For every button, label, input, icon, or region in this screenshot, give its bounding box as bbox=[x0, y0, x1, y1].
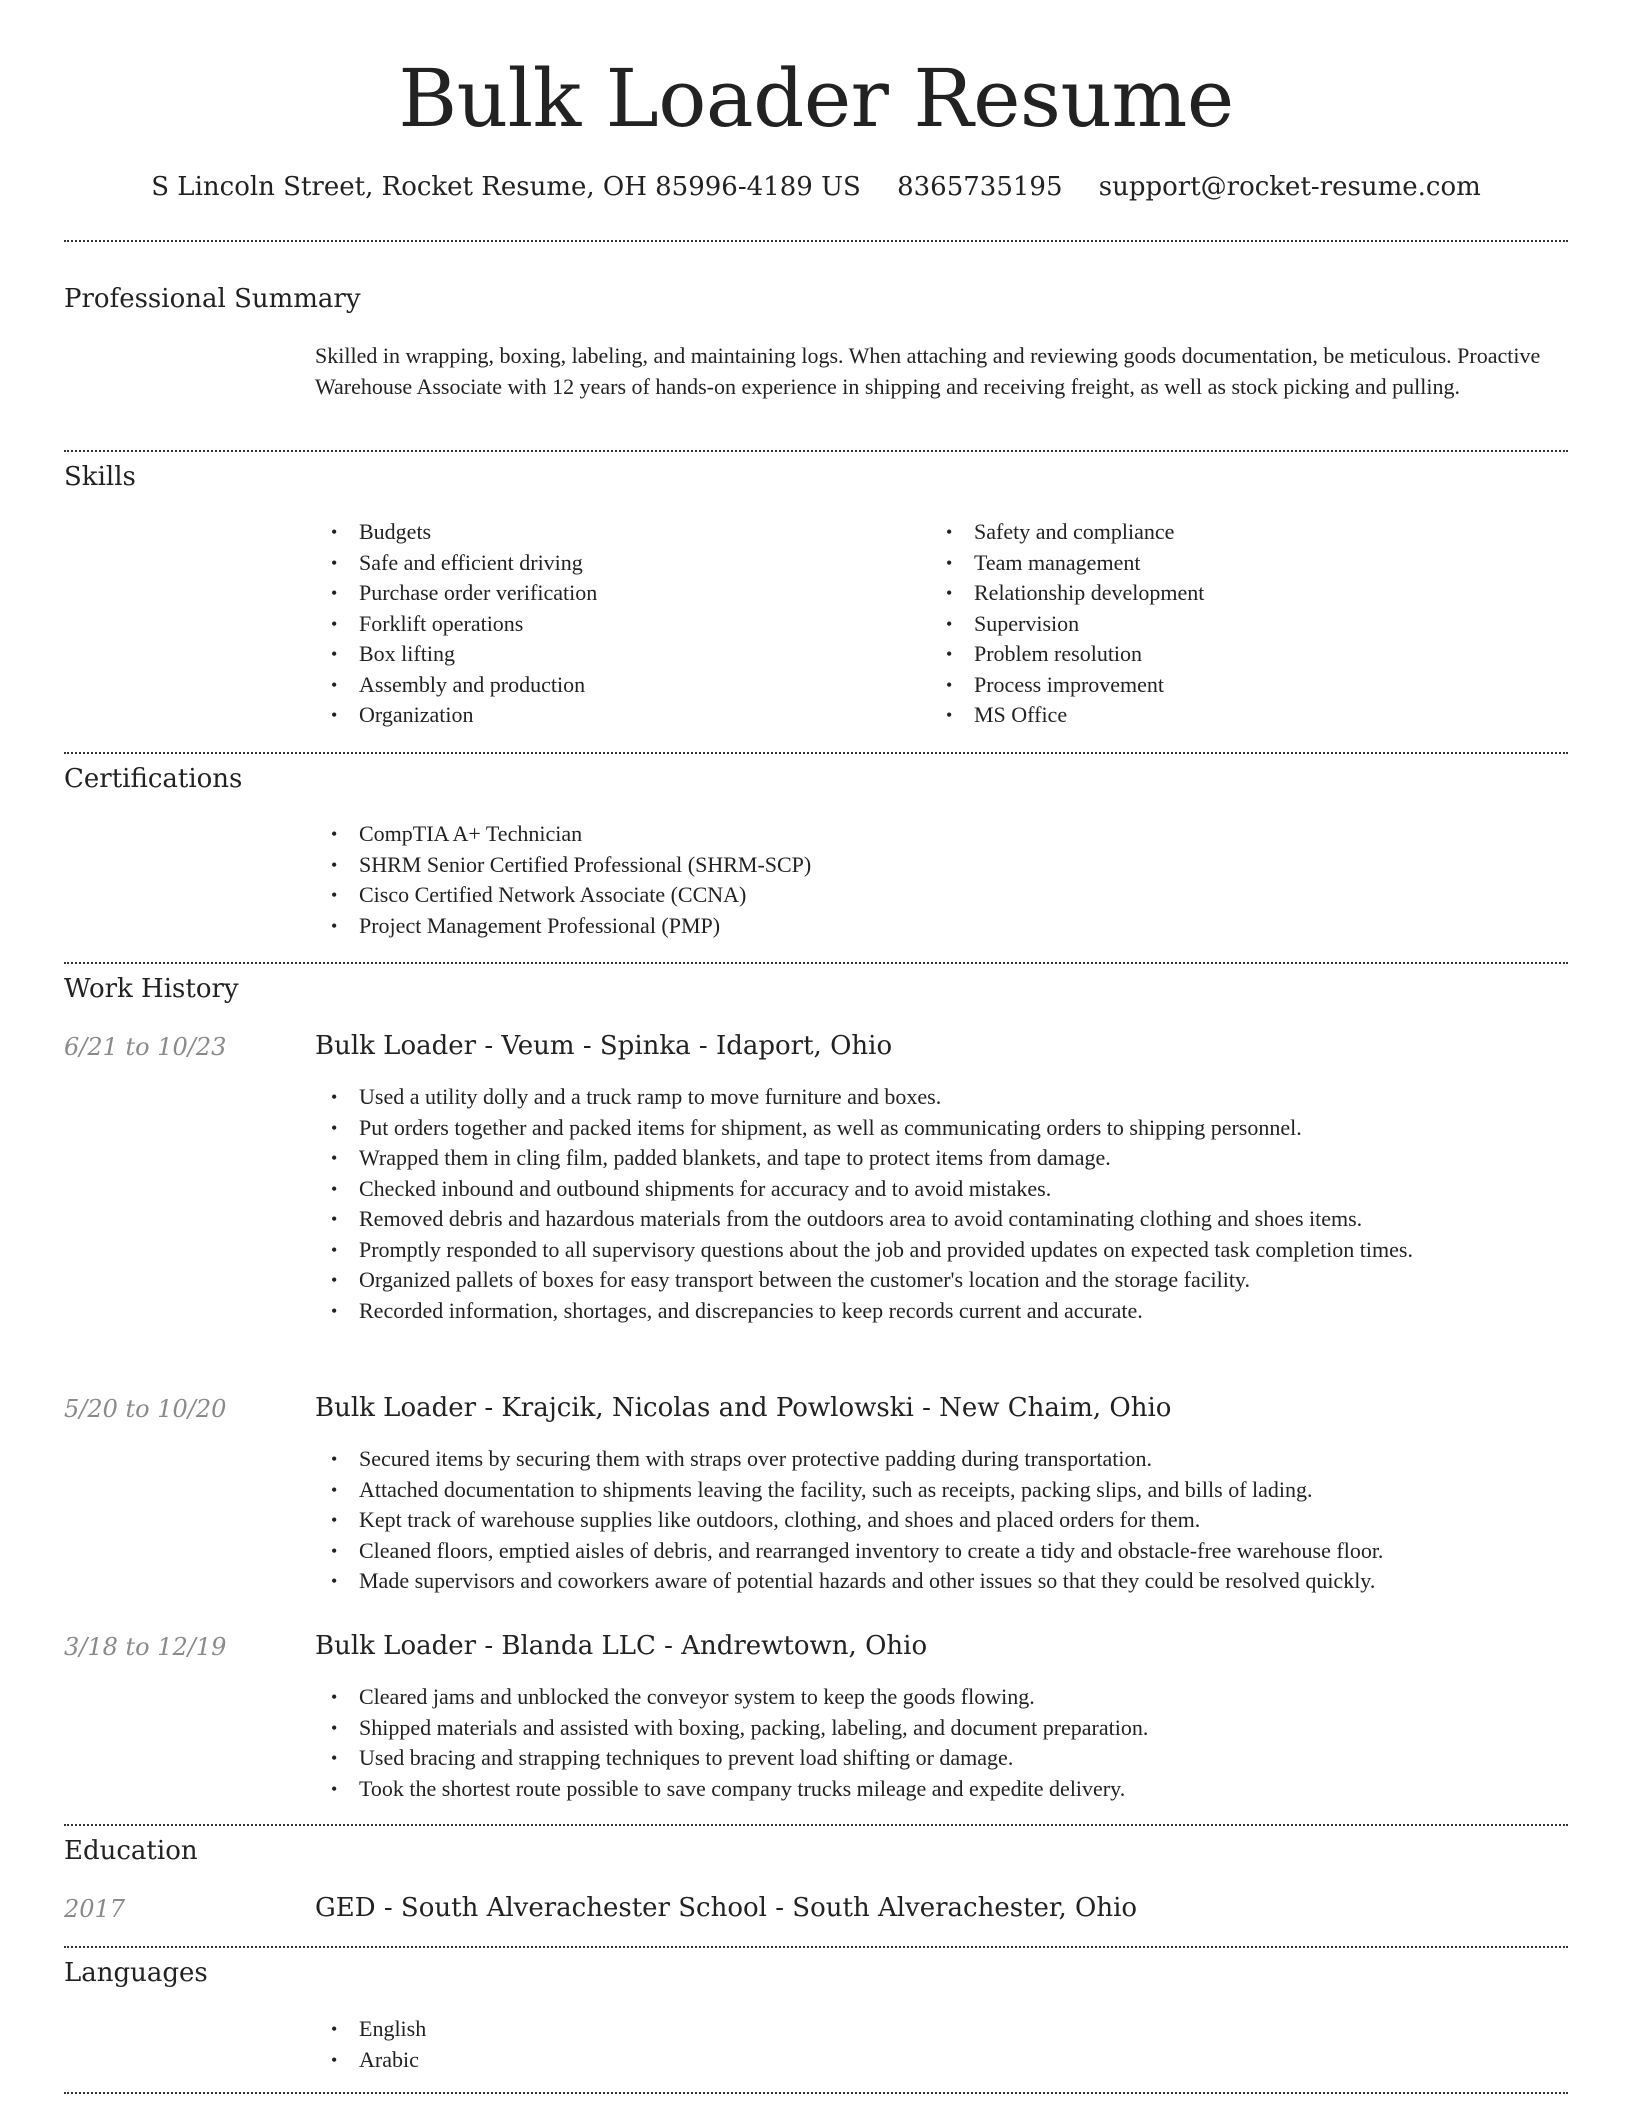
list-item: • Recorded information, shortages, and discrepancies to keep records current and accurate. bbox=[315, 1296, 1568, 1327]
section-title-summary: Professional Summary bbox=[64, 284, 361, 314]
section-title-work-history: Work History bbox=[64, 974, 239, 1004]
job-date: 5/20 to 10/20 bbox=[64, 1395, 227, 1423]
skills-list-left bbox=[315, 517, 875, 731]
contact-info bbox=[64, 172, 1568, 202]
list-item: • Put orders together and packed items for shipment, as well as communicating orders to shipping personnel. bbox=[315, 1113, 1568, 1144]
list-item: • English bbox=[315, 2014, 1568, 2045]
list-item: • Used a utility dolly and a truck ramp to move furniture and boxes. bbox=[315, 1082, 1568, 1113]
list-item: • Safe and efficient driving bbox=[315, 548, 875, 579]
languages-list bbox=[315, 2014, 1568, 2075]
list-item: • Made supervisors and coworkers aware of potential hazards and other issues so that they could be resolved quickly. bbox=[315, 1566, 1568, 1597]
list-item: • Removed debris and hazardous materials from the outdoors area to avoid contaminating clothing and shoes items. bbox=[315, 1204, 1568, 1235]
list-item: • CompTIA A+ Technician bbox=[315, 819, 1568, 850]
list-item: • Cleaned floors, emptied aisles of debris, and rearranged inventory to create a tidy and obstacle-free warehouse floor. bbox=[315, 1536, 1568, 1567]
list-item: • Assembly and production bbox=[315, 670, 875, 701]
job-date: 3/18 to 12/19 bbox=[64, 1633, 227, 1661]
divider bbox=[64, 752, 1568, 754]
list-item: • Purchase order verification bbox=[315, 578, 875, 609]
divider bbox=[64, 1946, 1568, 1948]
summary-text: Skilled in wrapping, boxing, labeling, and maintaining logs. When attaching and reviewing goods documentation, be meticulous. Proactive Warehouse Associate with 12 years of hands-on experience in shipping and receiving freight, as well as stock picking and pulling. bbox=[315, 343, 1541, 399]
divider bbox=[64, 962, 1568, 964]
list-item: • Attached documentation to shipments leaving the facility, such as receipts, packing slips, and bills of lading. bbox=[315, 1475, 1568, 1506]
skills-list-right bbox=[930, 517, 1530, 731]
job-title: Bulk Loader - Krajcik, Nicolas and Powlowski - New Chaim, Ohio bbox=[315, 1393, 1172, 1423]
list-item: • MS Office bbox=[930, 700, 1530, 731]
list-item: • Process improvement bbox=[930, 670, 1530, 701]
divider bbox=[64, 240, 1568, 242]
section-title-certifications: Certifications bbox=[64, 764, 243, 794]
job-date: 6/21 to 10/23 bbox=[64, 1033, 227, 1061]
job-bullets bbox=[315, 1682, 1568, 1804]
resume-name: Bulk Loader Resume bbox=[398, 52, 1234, 145]
divider bbox=[64, 450, 1568, 452]
list-item: • Project Management Professional (PMP) bbox=[315, 911, 1568, 942]
section-title-education: Education bbox=[64, 1836, 198, 1866]
contact-email[interactable]: support@rocket-resume.com bbox=[1098, 172, 1481, 202]
education-entry: GED - South Alverachester School - South Alverachester, Ohio bbox=[315, 1893, 1138, 1923]
section-title-languages: Languages bbox=[64, 1958, 208, 1988]
list-item: • Budgets bbox=[315, 517, 875, 548]
resume-page bbox=[64, 0, 1568, 2112]
divider bbox=[64, 1824, 1568, 1826]
divider bbox=[64, 2092, 1568, 2094]
list-item: • Used bracing and strapping techniques to prevent load shifting or damage. bbox=[315, 1743, 1568, 1774]
education-date: 2017 bbox=[64, 1895, 126, 1923]
list-item: • Promptly responded to all supervisory questions about the job and provided updates on expected task completion times. bbox=[315, 1235, 1568, 1266]
contact-address: S Lincoln Street, Rocket Resume, OH 85996-4189 US bbox=[151, 172, 861, 202]
list-item: • Organized pallets of boxes for easy transport between the customer's location and the storage facility. bbox=[315, 1265, 1568, 1296]
list-item: • Relationship development bbox=[930, 578, 1530, 609]
list-item: • Organization bbox=[315, 700, 875, 731]
section-title-skills: Skills bbox=[64, 462, 136, 492]
list-item: • Took the shortest route possible to save company trucks mileage and expedite delivery. bbox=[315, 1774, 1568, 1805]
list-item: • Kept track of warehouse supplies like outdoors, clothing, and shoes and placed orders for them. bbox=[315, 1505, 1568, 1536]
job-bullets bbox=[315, 1082, 1568, 1326]
job-bullets bbox=[315, 1444, 1568, 1597]
contact-phone: 8365735195 bbox=[897, 172, 1063, 202]
job-title: Bulk Loader - Blanda LLC - Andrewtown, Ohio bbox=[315, 1631, 928, 1661]
list-item: • Supervision bbox=[930, 609, 1530, 640]
list-item: • Box lifting bbox=[315, 639, 875, 670]
list-item: • Team management bbox=[930, 548, 1530, 579]
list-item: • Shipped materials and assisted with boxing, packing, labeling, and document preparation. bbox=[315, 1713, 1568, 1744]
list-item: • Cleared jams and unblocked the conveyor system to keep the goods flowing. bbox=[315, 1682, 1568, 1713]
list-item: • Checked inbound and outbound shipments for accuracy and to avoid mistakes. bbox=[315, 1174, 1568, 1205]
list-item: • Safety and compliance bbox=[930, 517, 1530, 548]
list-item: • Cisco Certified Network Associate (CCNA) bbox=[315, 880, 1568, 911]
job-title: Bulk Loader - Veum - Spinka - Idaport, Ohio bbox=[315, 1031, 893, 1061]
list-item: • Problem resolution bbox=[930, 639, 1530, 670]
list-item: • Forklift operations bbox=[315, 609, 875, 640]
list-item: • Arabic bbox=[315, 2045, 1568, 2076]
list-item: • Secured items by securing them with straps over protective padding during transportation. bbox=[315, 1444, 1568, 1475]
list-item: • SHRM Senior Certified Professional (SHRM-SCP) bbox=[315, 850, 1568, 881]
list-item: • Wrapped them in cling film, padded blankets, and tape to protect items from damage. bbox=[315, 1143, 1568, 1174]
certifications-list bbox=[315, 819, 1568, 941]
